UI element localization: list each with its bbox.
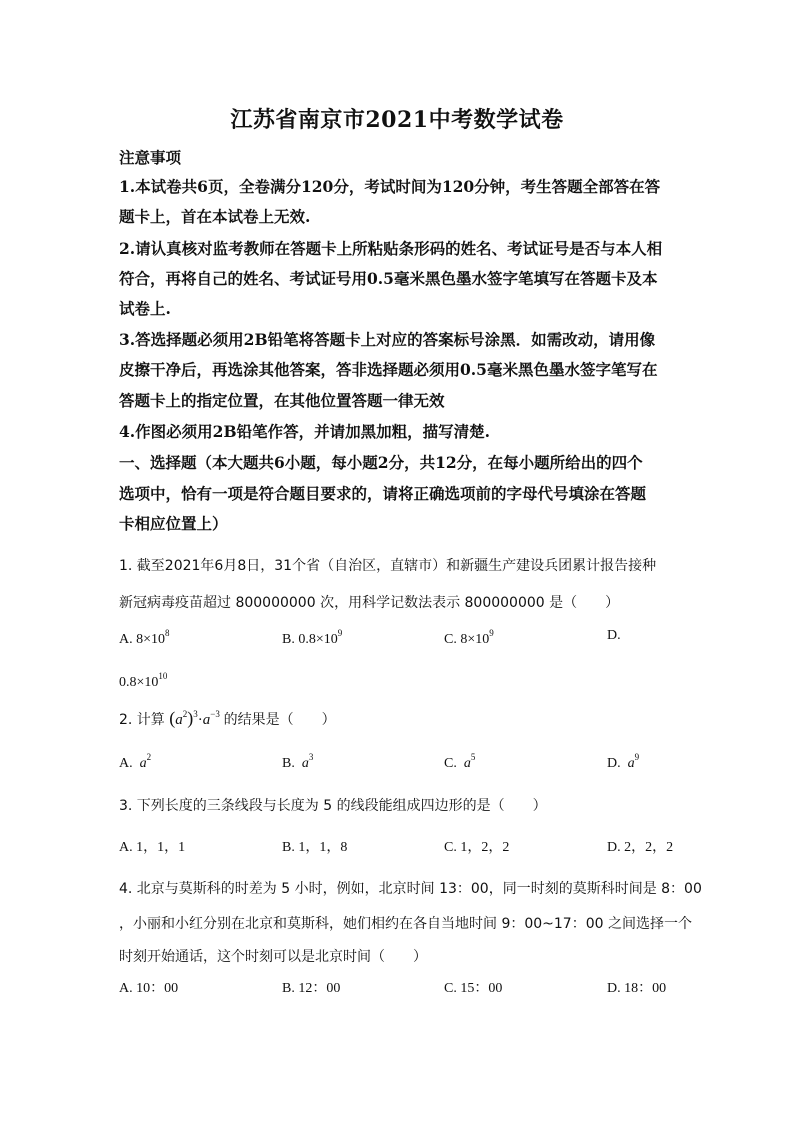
question-1-line-1: 1. 截至2021年6月8日，31个省（自治区，直辖市）和新疆生产建设兵团累计报告接种 bbox=[119, 558, 657, 574]
section-1-header-line-3: 卡相应位置上） bbox=[119, 514, 228, 533]
question-3-stem: 3. 下列长度的三条线段与长度为 5 的线段能组成四边形的是（ ） bbox=[119, 798, 547, 814]
question-3-option-b: B. 1，1，8 bbox=[282, 840, 348, 855]
question-3-option-d: D. 2，2，2 bbox=[607, 840, 674, 855]
question-4-line-1: 4. 北京与莫斯科的时差为 5 小时，例如，北京时间 13：00，同一时刻的莫斯科时间是 8：00 bbox=[119, 881, 702, 897]
notice-item-1-line-1: 1.本试卷共6页，全卷满分120分，考试时间为120分钟，考生答题全部答在答 bbox=[119, 177, 661, 196]
question-2-option-b: B. $a^3$ bbox=[282, 752, 314, 771]
question-3-option-c: C. 1，2，2 bbox=[444, 840, 510, 855]
notice-item-3-line-3: 答题卡上的指定位置，在其他位置答题一律无效 bbox=[119, 391, 445, 410]
question-2-formula: $(a^2)^3\cdot a^{-3}$ bbox=[169, 708, 220, 728]
notice-item-3-line-1: 3.答选择题必须用2B铅笔将答题卡上对应的答案标号涂黑．如需改动，请用像 bbox=[119, 330, 656, 349]
notice-heading: 注意事项 bbox=[119, 148, 182, 167]
question-1-option-d: D. bbox=[607, 628, 621, 643]
question-4-option-a: A. 10：00 bbox=[119, 981, 179, 996]
question-2-option-c: C. $a^5$ bbox=[444, 752, 476, 771]
page-title: 江苏省南京市2021中考数学试卷 bbox=[230, 107, 564, 133]
question-1-option-b: B. $0.8\times 10^9$ bbox=[282, 628, 343, 647]
notice-item-2-line-3: 试卷上. bbox=[119, 299, 171, 318]
section-1-header-line-2: 选项中，恰有一项是符合题目要求的，请将正确选项前的字母代号填涂在答题 bbox=[119, 484, 647, 503]
question-3-option-a: A. 1，1，1 bbox=[119, 840, 186, 855]
notice-item-4: 4.作图必须用2B铅笔作答，并请加黑加粗，描写清楚. bbox=[119, 422, 490, 441]
question-4-line-2: ，小丽和小红分别在北京和莫斯科，她们相约在各自当地时间 9：00~17：00 之间选择一个 bbox=[119, 916, 692, 932]
question-4-option-d: D. 18：00 bbox=[607, 981, 667, 996]
question-2-prefix: 2. 计算 bbox=[119, 712, 165, 728]
question-4-option-c: C. 15：00 bbox=[444, 981, 503, 996]
question-1-option-c: C. $8\times 10^9$ bbox=[444, 628, 494, 647]
question-2-option-d: D. $a^9$ bbox=[607, 752, 640, 771]
question-1-option-d-value: $0.8\times 10^{10}$ bbox=[119, 671, 168, 690]
question-2-stem bbox=[119, 708, 336, 729]
question-4-line-3: 时刻开始通话，这个时刻可以是北京时间（ ） bbox=[119, 949, 427, 965]
notice-item-2-line-2: 符合，再将自己的姓名、考试证号用0.5毫米黑色墨水签字笔填写在答题卡及本 bbox=[119, 269, 658, 288]
section-1-header-line-1: 一、选择题（本大题共6小题，每小题2分，共12分，在每小题所给出的四个 bbox=[119, 453, 643, 472]
question-2-suffix: 的结果是（ ） bbox=[223, 712, 336, 728]
notice-item-2-line-1: 2.请认真核对监考教师在答题卡上所粘贴条形码的姓名、考试证号是否与本人相 bbox=[119, 239, 663, 258]
question-4-option-b: B. 12：00 bbox=[282, 981, 341, 996]
question-1-line-2: 新冠病毒疫苗超过 800000000 次，用科学记数法表示 800000000 是（ ） bbox=[119, 595, 620, 611]
notice-item-3-line-2: 皮擦干净后，再选涂其他答案，答非选择题必须用0.5毫米黑色墨水签字笔写在 bbox=[119, 360, 658, 379]
notice-item-1-line-2: 题卡上，首在本试卷上无效. bbox=[119, 207, 311, 226]
question-2-option-a: A. $a^2$ bbox=[119, 752, 152, 771]
question-1-option-a: A. $8\times 10^8$ bbox=[119, 628, 170, 647]
